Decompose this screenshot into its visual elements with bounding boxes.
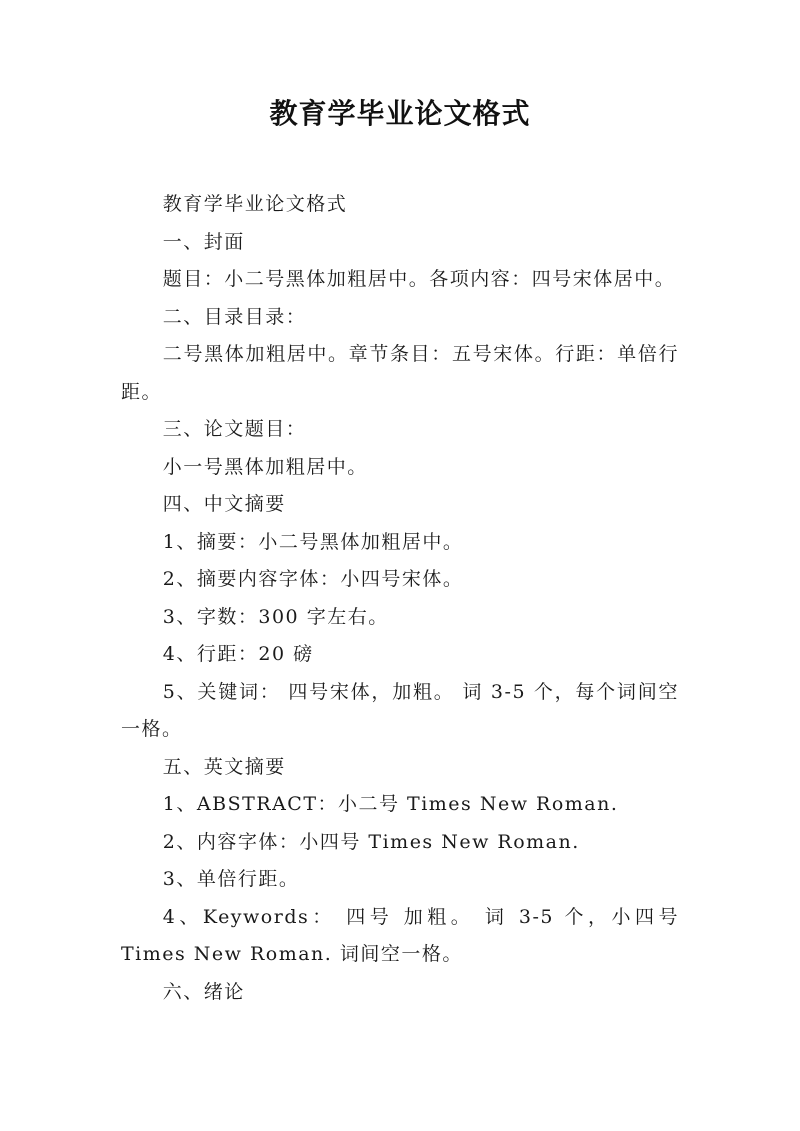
paragraph: 五、英文摘要 [162, 755, 286, 778]
paragraph: 二、目录目录： [162, 305, 307, 328]
paragraph: 二号黑体加粗居中。章节条目：五号宋体。行距：单倍行距。 [121, 343, 679, 403]
paragraph: 3、单倍行距。 [162, 868, 300, 890]
paragraph: 1、ABSTRACT：小二号 Times New Roman. [162, 793, 619, 815]
paragraph: 3、字数：300 字左右。 [162, 605, 389, 628]
paragraph: 2、摘要内容字体：小四号宋体。 [162, 568, 464, 590]
paragraph: 六、绪论 [162, 980, 245, 1003]
paragraph: 四、中文摘要 [162, 493, 286, 515]
paragraph: 4、行距：20 磅 [162, 643, 314, 665]
document-body [121, 186, 679, 1011]
paragraph: 教育学毕业论文格式 [162, 193, 348, 215]
document-title: 教育学毕业论文格式 [269, 97, 531, 130]
paragraph: 5、关键词： 四号宋体，加粗。 词 3-5 个，每个词间空一格。 [121, 680, 679, 740]
paragraph: 三、论文题目： [162, 418, 307, 440]
paragraph: 小一号黑体加粗居中。 [162, 455, 368, 478]
paragraph: 一、封面 [162, 230, 245, 253]
paragraph: 2、内容字体：小四号 Times New Roman. [162, 830, 580, 853]
paragraph: 1、摘要：小二号黑体加粗居中。 [162, 530, 464, 553]
paragraph: 4、Keywords： 四号 加粗。 词 3-5 个，小四号 Times New Roman. 词间空一格。 [121, 905, 679, 965]
paragraph: 题目：小二号黑体加粗居中。各项内容：四号宋体居中。 [162, 268, 676, 290]
